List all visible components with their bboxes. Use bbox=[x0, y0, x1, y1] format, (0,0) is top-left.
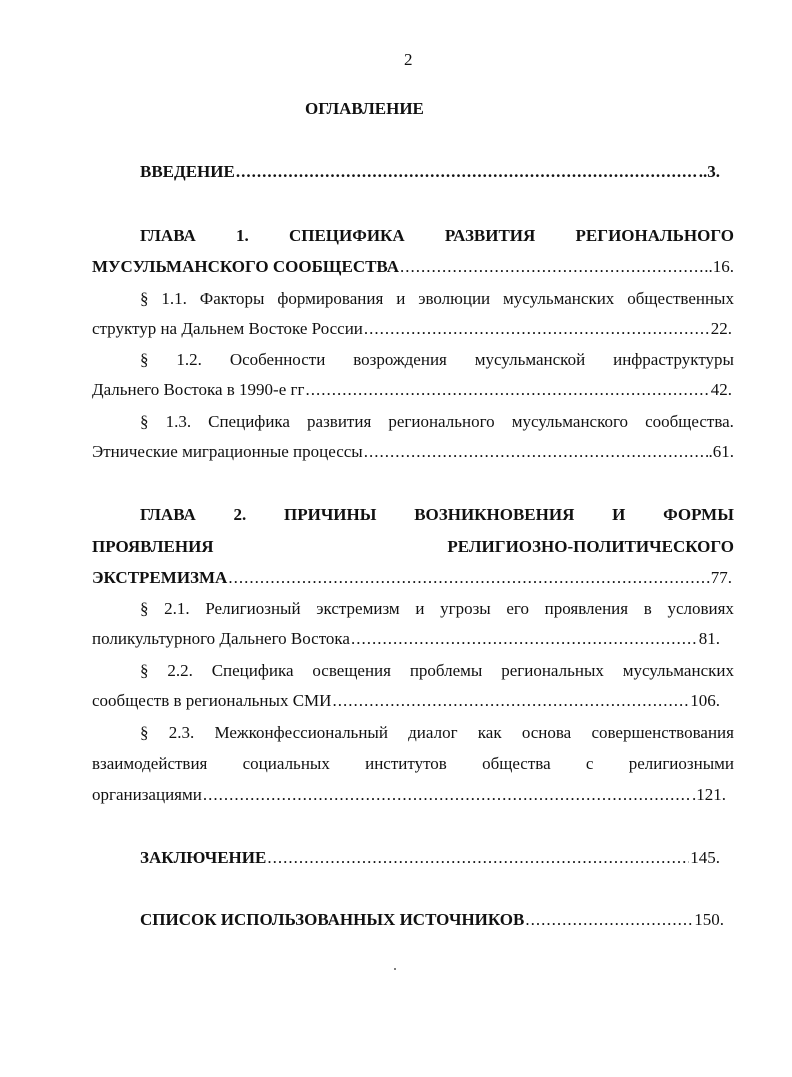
entry-label: организациями bbox=[92, 785, 202, 804]
entry-label: СПИСОК ИСПОЛЬЗОВАННЫХ ИСТОЧНИКОВ bbox=[140, 910, 525, 929]
dot-leader bbox=[351, 627, 698, 651]
toc-entry-introduction bbox=[140, 160, 720, 184]
dot-leader bbox=[525, 908, 693, 932]
section-1-2-cont bbox=[92, 378, 732, 402]
entry-label: ЭКСТРЕМИЗМА bbox=[92, 568, 228, 587]
entry-page: 106. bbox=[690, 691, 720, 710]
entry-label: поликультурного Дальнего Востока bbox=[92, 629, 350, 648]
entry-page: 42. bbox=[710, 380, 732, 399]
chapter-2-heading-end bbox=[92, 566, 732, 590]
page-number: 2 bbox=[404, 50, 413, 69]
entry-page: 150. bbox=[694, 910, 724, 929]
section-2-1: § 2.1. Религиозный экстремизм и угрозы его проявления в условиях bbox=[140, 599, 734, 618]
entry-label: структур на Дальнем Востоке России bbox=[92, 319, 363, 338]
section-1-3-cont bbox=[92, 440, 734, 464]
dot-leader bbox=[236, 160, 698, 184]
entry-page: ..3. bbox=[698, 162, 720, 181]
section-1-2: § 1.2. Особенности возрождения мусульманской инфраструктуры bbox=[140, 350, 734, 369]
dot-leader bbox=[267, 846, 689, 870]
dot-leader bbox=[228, 566, 709, 590]
entry-page: 145. bbox=[690, 848, 720, 867]
chapter-1-heading-cont bbox=[92, 255, 734, 279]
chapter-2-heading-cont: ПРОЯВЛЕНИЯ РЕЛИГИОЗНО-ПОЛИТИЧЕСКОГО bbox=[92, 537, 734, 556]
entry-page: .61. bbox=[708, 442, 734, 461]
entry-page: .121. bbox=[692, 785, 726, 804]
entry-label: Дальнего Востока в 1990-е гг bbox=[92, 380, 305, 399]
scan-speck bbox=[394, 968, 396, 970]
section-1-3: § 1.3. Специфика развития регионального мусульманского сообщества. bbox=[140, 412, 734, 431]
page-title: ОГЛАВЛЕНИЕ bbox=[305, 99, 424, 118]
entry-label: ЗАКЛЮЧЕНИЕ bbox=[140, 848, 267, 867]
section-2-1-cont bbox=[92, 627, 720, 651]
entry-page: 81. bbox=[698, 629, 720, 648]
entry-label: Этнические миграционные процессы bbox=[92, 442, 363, 461]
entry-page: ..16. bbox=[704, 257, 734, 276]
dot-leader bbox=[400, 255, 703, 279]
dot-leader bbox=[203, 783, 691, 807]
section-2-2-cont bbox=[92, 689, 720, 713]
entry-page: 22. bbox=[710, 319, 732, 338]
entry-label: ВВЕДЕНИЕ bbox=[140, 162, 235, 181]
entry-label: сообществ в региональных СМИ bbox=[92, 691, 332, 710]
section-2-2: § 2.2. Специфика освещения проблемы региональных мусульманских bbox=[140, 661, 734, 680]
entry-page: 77. bbox=[710, 568, 732, 587]
section-1-1-cont bbox=[92, 317, 732, 341]
entry-label: МУСУЛЬМАНСКОГО СООБЩЕСТВА bbox=[92, 257, 399, 276]
chapter-1-heading: ГЛАВА 1. СПЕЦИФИКА РАЗВИТИЯ РЕГИОНАЛЬНОГО bbox=[140, 226, 734, 245]
chapter-2-heading: ГЛАВА 2. ПРИЧИНЫ ВОЗНИКНОВЕНИЯ И ФОРМЫ bbox=[140, 505, 734, 524]
toc-entry-sources bbox=[140, 908, 724, 932]
section-1-1: § 1.1. Факторы формирования и эволюции мусульманских общественных bbox=[140, 289, 734, 308]
dot-leader bbox=[305, 378, 709, 402]
section-2-3-cont: взаимодействия социальных институтов общества с религиозными bbox=[92, 754, 734, 773]
dot-leader bbox=[332, 689, 689, 713]
toc-entry-conclusion bbox=[140, 846, 720, 870]
section-2-3-end bbox=[92, 783, 726, 807]
section-2-3: § 2.3. Межконфессиональный диалог как основа совершенствования bbox=[140, 723, 734, 742]
dot-leader bbox=[364, 440, 708, 464]
dot-leader bbox=[364, 317, 710, 341]
